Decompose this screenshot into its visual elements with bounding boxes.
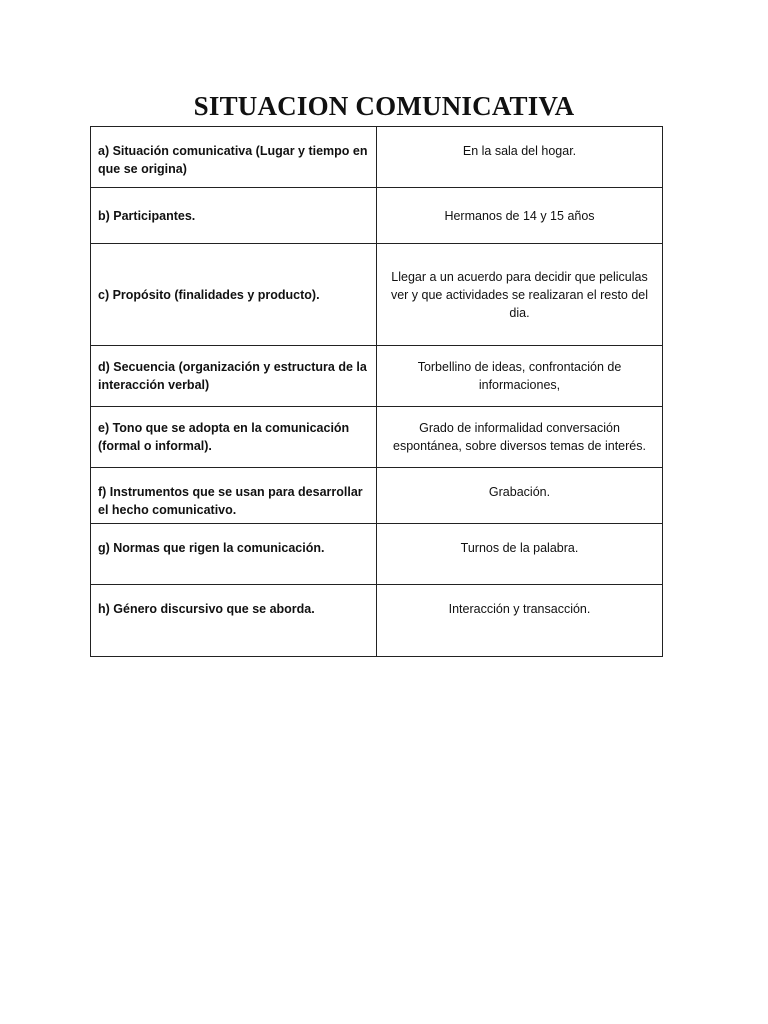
row-label-participants: b) Participantes. [91,188,377,244]
row-value-norms: Turnos de la palabra. [377,524,663,585]
table-row [91,346,663,407]
row-value-genre: Interacción y transacción. [377,585,663,657]
table-row [91,524,663,585]
row-value-tone: Grado de informalidad conversación espontánea, sobre diversos temas de interés. [377,407,663,468]
row-label-instruments: f) Instrumentos que se usan para desarrollar el hecho comunicativo. [91,468,377,524]
row-label-purpose: c) Propósito (finalidades y producto). [91,244,377,346]
row-label-genre: h) Género discursivo que se aborda. [91,585,377,657]
row-value-sequence: Torbellino de ideas, confrontación de informaciones, [377,346,663,407]
table-row [91,127,663,188]
row-value-instruments: Grabación. [377,468,663,524]
page-title: SITUACION COMUNICATIVA [193,91,575,121]
table-row [91,585,663,657]
table-row [91,468,663,524]
communicative-situation-table [90,126,663,657]
row-value-purpose: Llegar a un acuerdo para decidir que peliculas ver y que actividades se realizaran el resto del dia. [377,244,663,346]
row-value-participants: Hermanos de 14 y 15 años [377,188,663,244]
table-row [91,188,663,244]
row-label-tone: e) Tono que se adopta en la comunicación (formal o informal). [91,407,377,468]
table-row [91,244,663,346]
table-row [91,407,663,468]
row-label-norms: g) Normas que rigen la comunicación. [91,524,377,585]
row-label-situation: a) Situación comunicativa (Lugar y tiempo en que se origina) [91,127,377,188]
row-value-situation: En la sala del hogar. [377,127,663,188]
row-label-sequence: d) Secuencia (organización y estructura de la interacción verbal) [91,346,377,407]
